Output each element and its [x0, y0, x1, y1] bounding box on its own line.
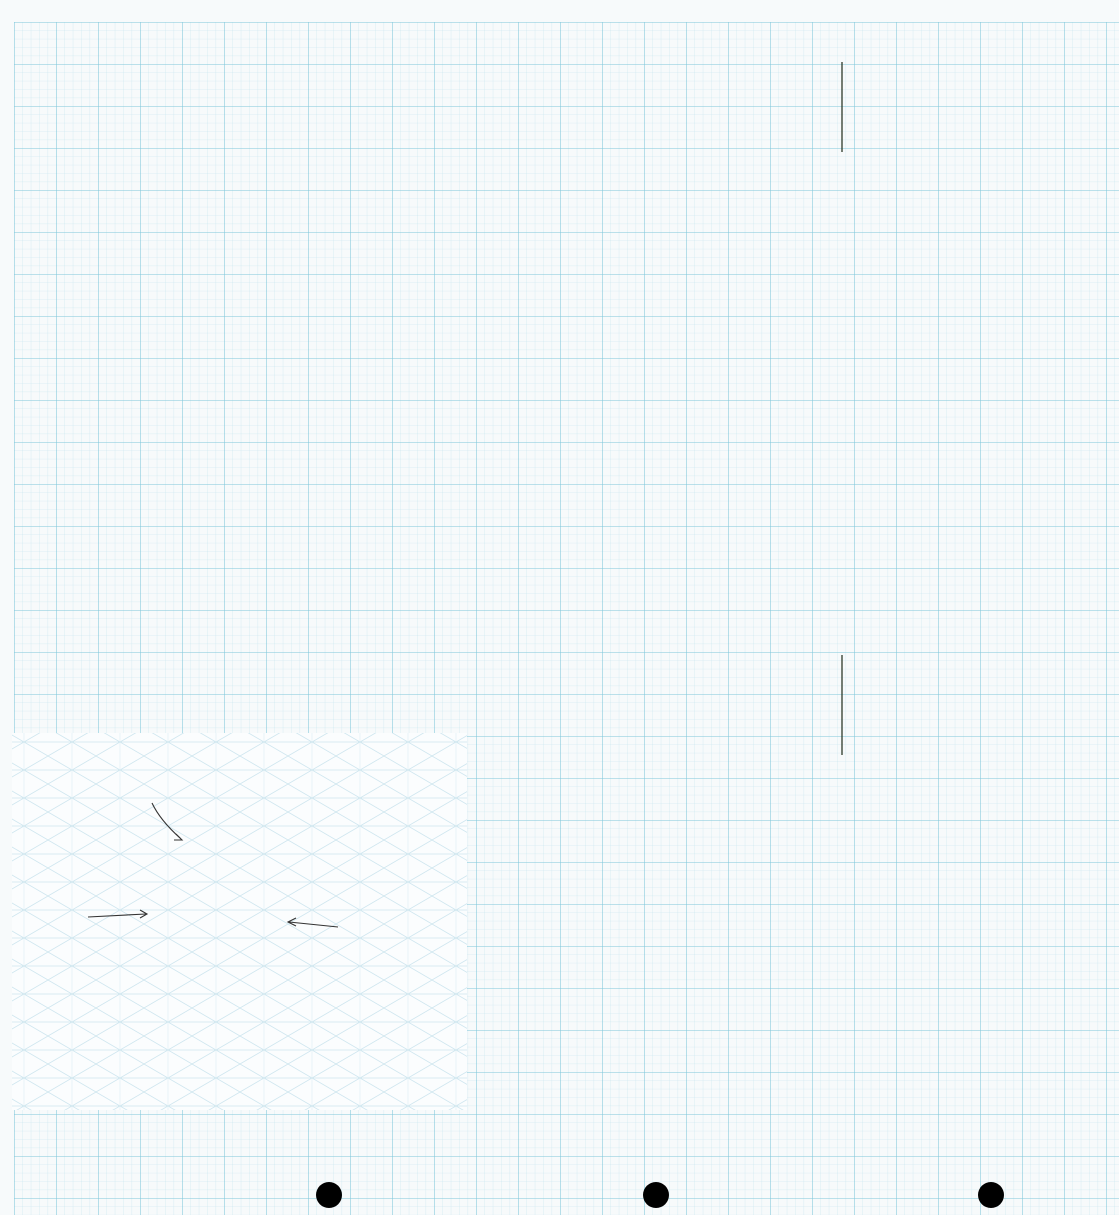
binder-hole [316, 1182, 342, 1208]
binder-hole [643, 1182, 669, 1208]
binder-hole [978, 1182, 1004, 1208]
